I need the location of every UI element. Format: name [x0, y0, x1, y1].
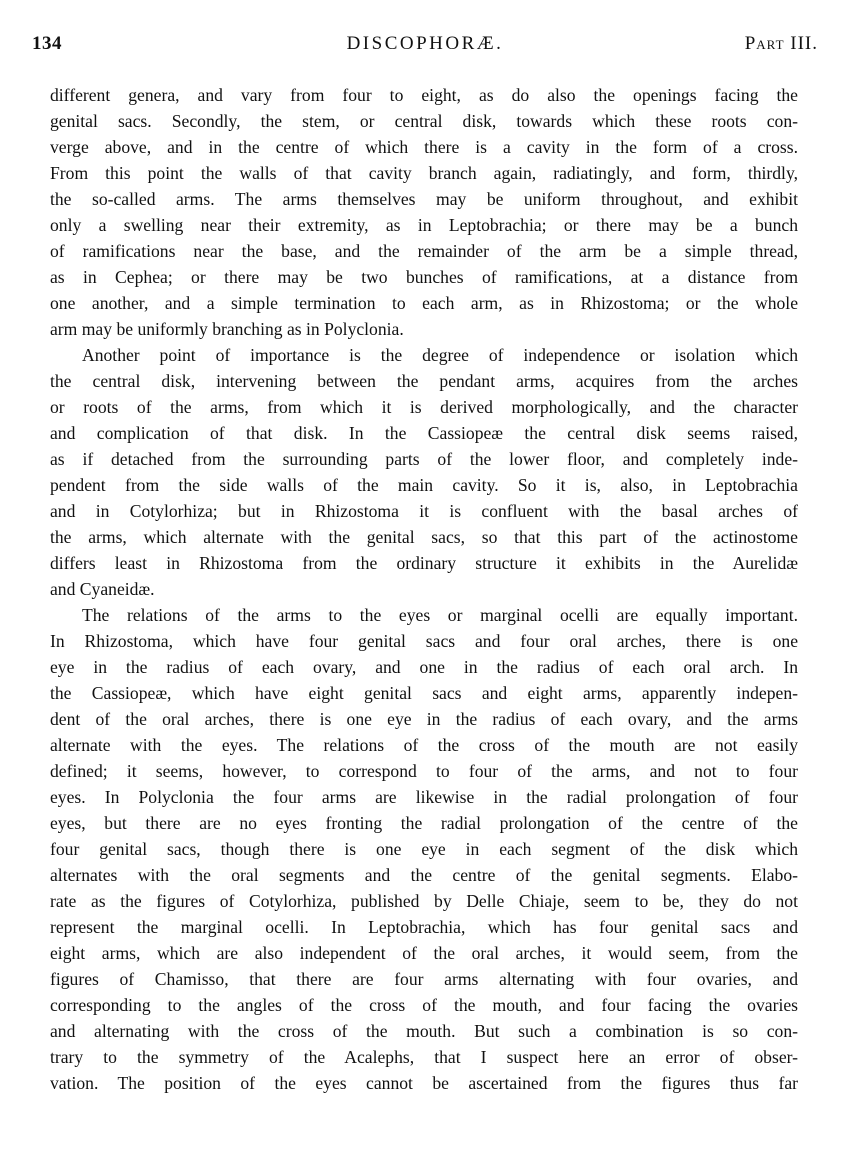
text-line: different genera, and vary from four to eight, as do also the openings facing the: [50, 85, 798, 105]
text-line: of ramifications near the base, and the remainder of the arm be a simple thread,: [50, 241, 798, 261]
text-line: arm may be uniformly branching as in Polyclonia.: [50, 319, 404, 339]
text-line: alternates with the oral segments and the centre of the genital segments. Elabo-: [50, 865, 798, 885]
text-line: four genital sacs, though there is one eye in each segment of the disk which: [50, 839, 798, 859]
text-line: the central disk, intervening between the pendant arms, acquires from the arches: [50, 371, 798, 391]
text-line: defined; it seems, however, to correspond to four of the arms, and not to four: [50, 761, 798, 781]
text-line: and in Cotylorhiza; but in Rhizostoma it is confluent with the basal arches of: [50, 501, 798, 521]
text-line: as if detached from the surrounding parts of the lower floor, and completely inde-: [50, 449, 798, 469]
text-line: dent of the oral arches, there is one eye in the radius of each ovary, and the arms: [50, 709, 798, 729]
text-line: or roots of the arms, from which it is derived morphologically, and the character: [50, 397, 798, 417]
text-line: corresponding to the angles of the cross of the mouth, and four facing the ovaries: [50, 995, 798, 1015]
text-line: and complication of that disk. In the Cassiopeæ the central disk seems raised,: [50, 423, 798, 443]
text-line: verge above, and in the centre of which there is a cavity in the form of a cross.: [50, 137, 798, 157]
text-line: eyes, but there are no eyes fronting the radial prolongation of the centre of the: [50, 813, 798, 833]
text-line: In Rhizostoma, which have four genital sacs and four oral arches, there is one: [50, 631, 798, 651]
part-label: Part III.: [744, 33, 818, 54]
text-line: trary to the symmetry of the Acalephs, that I suspect here an error of obser-: [50, 1047, 798, 1067]
text-line: differs least in Rhizostoma from the ordinary structure it exhibits in the Aurelidæ: [50, 553, 798, 573]
paragraph-start-line: Another point of importance is the degree of independence or isolation which: [82, 345, 798, 365]
text-line: and alternating with the cross of the mouth. But such a combination is so con-: [50, 1021, 798, 1041]
text-line: genital sacs. Secondly, the stem, or central disk, towards which these roots con-: [50, 111, 798, 131]
running-title: DISCOPHORÆ.: [346, 33, 504, 54]
text-line: figures of Chamisso, that there are four arms alternating with four ovaries, and: [50, 969, 798, 989]
text-line: only a swelling near their extremity, as in Leptobrachia; or there may be a bunch: [50, 215, 798, 235]
text-line: the Cassiopeæ, which have eight genital sacs and eight arms, apparently indepen-: [50, 683, 798, 703]
body-text: [50, 82, 798, 1096]
text-line: alternate with the eyes. The relations of the cross of the mouth are not easily: [50, 735, 798, 755]
text-line: From this point the walls of that cavity branch again, radiatingly, and form, thirdly,: [50, 163, 798, 183]
text-line: vation. The position of the eyes cannot be ascertained from the figures thus far: [50, 1073, 798, 1093]
text-line: the arms, which alternate with the genital sacs, so that this part of the actinostome: [50, 527, 798, 547]
text-line: rate as the figures of Cotylorhiza, published by Delle Chiaje, seem to be, they do not: [50, 891, 798, 911]
text-line: pendent from the side walls of the main cavity. So it is, also, in Leptobrachia: [50, 475, 798, 495]
text-line: eyes. In Polyclonia the four arms are likewise in the radial prolongation of four: [50, 787, 798, 807]
text-line: eye in the radius of each ovary, and one in the radius of each oral arch. In: [50, 657, 798, 677]
text-line: eight arms, which are also independent of the oral arches, it would seem, from the: [50, 943, 798, 963]
text-line: as in Cephea; or there may be two bunches of ramifications, at a distance from: [50, 267, 798, 287]
text-line: and Cyaneidæ.: [50, 579, 155, 599]
text-line: one another, and a simple termination to each arm, as in Rhizostoma; or the whole: [50, 293, 798, 313]
text-line: represent the marginal ocelli. In Leptobrachia, which has four genital sacs and: [50, 917, 798, 937]
text-line: the so-called arms. The arms themselves may be uniform throughout, and exhibit: [50, 189, 798, 209]
paragraph-start-line: The relations of the arms to the eyes or marginal ocelli are equally important.: [82, 605, 798, 625]
page-header: [32, 33, 818, 59]
page-number: 134: [32, 33, 62, 54]
